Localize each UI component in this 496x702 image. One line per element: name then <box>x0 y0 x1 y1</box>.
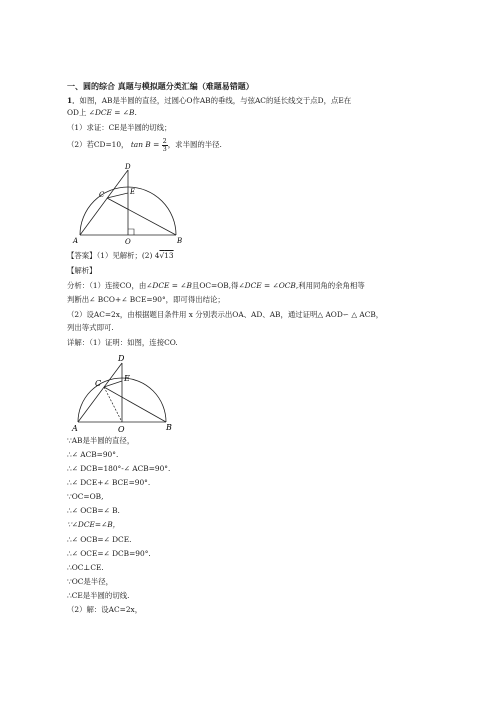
fig2-label-C: C <box>95 379 102 388</box>
question-text-2a: OD上 <box>67 108 87 117</box>
question-text-1: 如图，AB是半圆的直径，过圆心O作AB的垂线，与弦AC的延长线交于点D，点E在 <box>79 96 352 105</box>
fig1-label-O: O <box>125 238 131 246</box>
proof-step: ∵∠DCE=∠B， <box>67 520 121 529</box>
question-part-2 <box>67 138 222 152</box>
proof-step: ∴CE是半圆的切线. <box>67 591 130 600</box>
question-part-2b: ，求半圆的半径. <box>167 140 222 149</box>
question-text-2b: . <box>134 108 137 117</box>
tan-formula: tan B = <box>130 140 160 149</box>
analysis-line-4: 列出等式即可. <box>67 323 114 332</box>
analysis-line-2: 判断出∠ BCO+∠ BCE=90°，即可得出结论； <box>67 295 225 304</box>
fig1-label-D: D <box>125 163 131 171</box>
tan-fraction: $\frac{2}{3}$ <box>162 137 167 153</box>
fig2-label-O: O <box>118 425 125 434</box>
question-line-1 <box>67 97 351 106</box>
proof-step: ∵OC是半径， <box>67 577 113 586</box>
answer-label: 【答案】 <box>67 251 97 260</box>
answer-line <box>67 252 174 261</box>
question-number: 1． <box>67 96 80 105</box>
question-angle-formula: ∠DCE = ∠B <box>88 108 135 117</box>
fig1-label-B: B <box>177 237 183 245</box>
proof-step: ∴∠ DCE+∠ BCE=90°. <box>67 478 151 487</box>
answer-text: （1）见解析；(2) 4 <box>96 251 160 260</box>
fig2-label-E: E <box>124 374 130 383</box>
proof-step: ∴∠ OCB=∠ DCE. <box>67 535 132 544</box>
figure-2-semicircle <box>70 352 180 434</box>
fig1-label-A: A <box>73 237 79 245</box>
fig2-label-B: B <box>166 423 172 432</box>
analysis-line-3: （2）设AC=2x，由根据题目条件用 x 分别表示出OA、AD、AB，通过证明△ AOD∽ △ ACB， <box>67 310 384 319</box>
proof-step: ∵AB是半圆的直径， <box>67 436 135 445</box>
fig1-label-E: E <box>130 188 136 196</box>
proof-step: ∵OC=OB, <box>67 492 104 501</box>
analysis-line-1: 分析：（1）连接CO，由∠DCE = ∠B且OC=OB,得∠DCE = ∠OCB,利用同角的余角相等 <box>67 281 365 290</box>
analysis-angle-1: ∠DCE = ∠B <box>146 281 192 290</box>
fig2-label-A: A <box>72 424 78 433</box>
detail-line-1: 详解：（1）证明：如图，连接CO. <box>67 338 178 347</box>
proof-step: ∴∠ OCB=∠ B. <box>67 506 120 515</box>
analysis-label: 【解析】 <box>67 266 97 275</box>
question-line-2 <box>67 109 137 118</box>
question-part-2a: （2）若CD=10， <box>67 140 129 149</box>
section-title: 一、圆的综合 真题与模拟题分类汇编（难题易错题） <box>67 81 254 91</box>
proof-step: ∴∠ DCB=180°-∠ ACB=90°. <box>67 464 171 473</box>
proof-step: ∴∠ OCE=∠ DCB=90°. <box>67 549 151 558</box>
proof-step: ∴∠ ACB=90°. <box>67 450 119 459</box>
figure-1-semicircle <box>70 163 185 248</box>
proof-step: （2）解：设AC=2x， <box>67 605 143 614</box>
analysis-angle-2: ∠DCE = ∠OCB <box>238 281 296 290</box>
fig1-label-C: C <box>99 191 105 199</box>
fig2-label-D: D <box>118 354 125 363</box>
question-part-1: （1）求证：CE是半圆的切线； <box>67 123 172 132</box>
proof-step: ∴OC⊥CE. <box>67 563 104 572</box>
answer-sqrt: √13 <box>159 251 174 260</box>
